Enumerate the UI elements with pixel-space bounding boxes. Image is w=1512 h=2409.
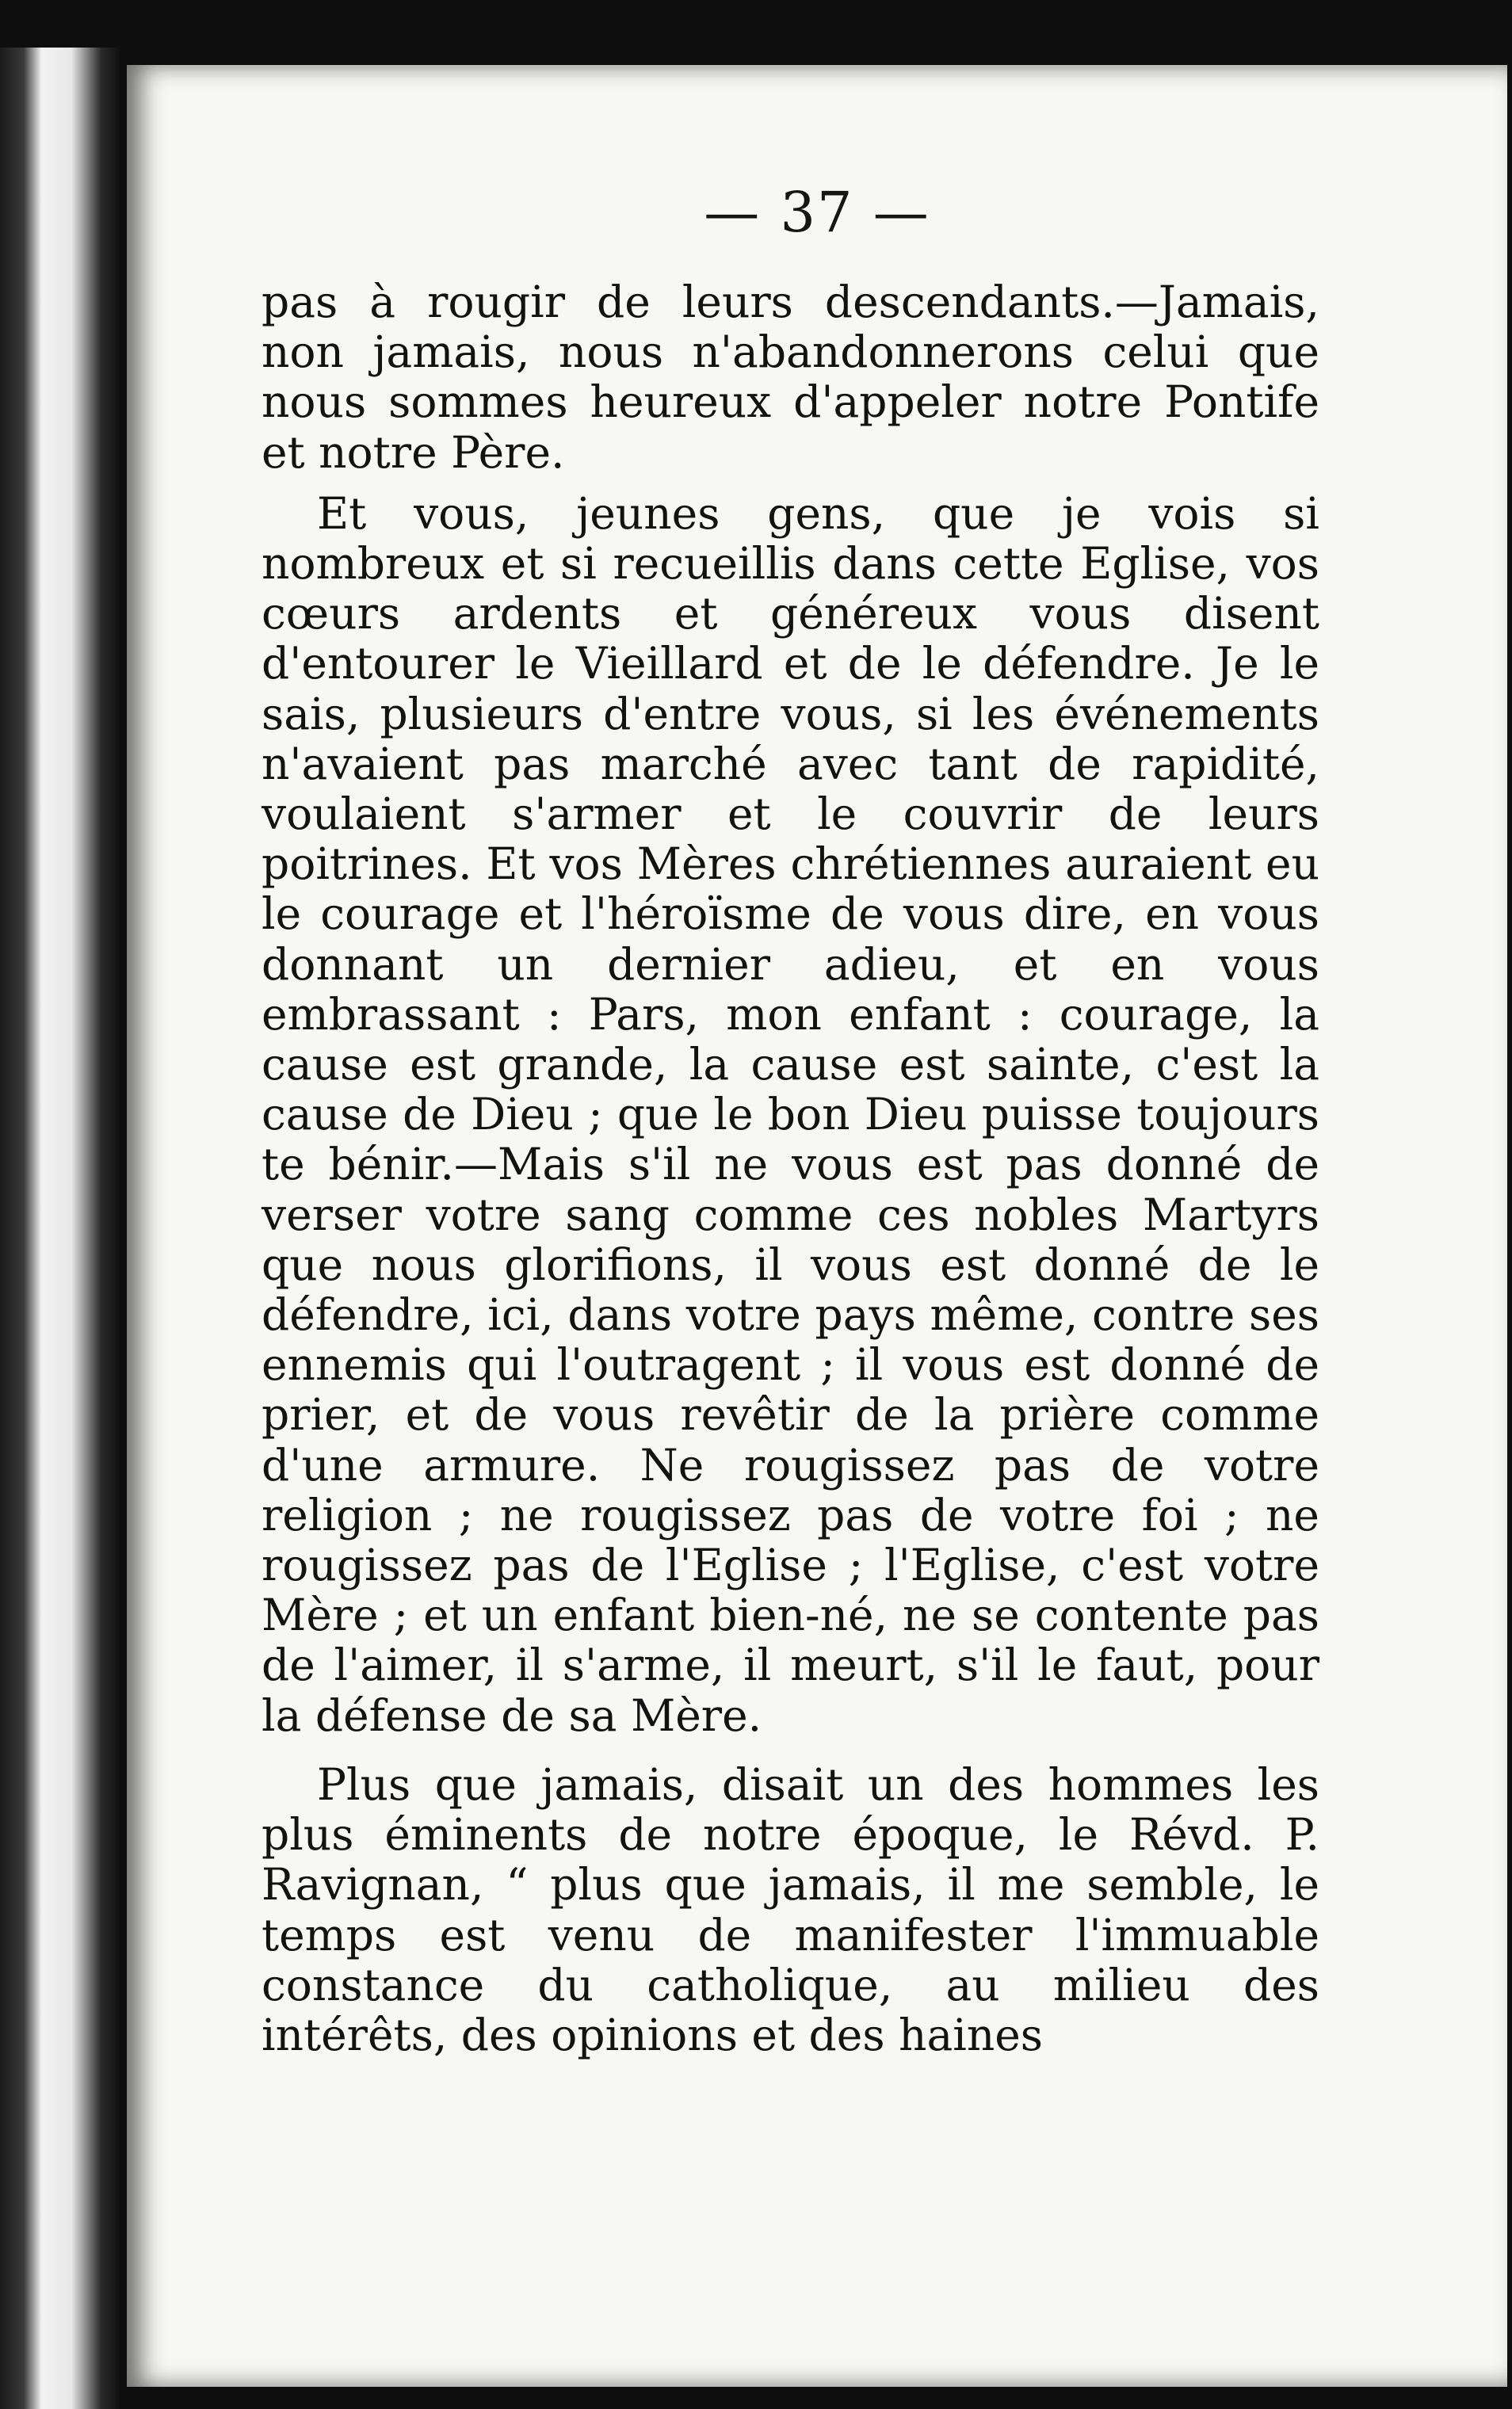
paragraph-3: Plus que jamais, disait un des hommes les plus éminents de notre époque, le Révd. P. Ravignan, “ plus que jamais, il me semble, le temps est venu de manifester l'immuable constance du catholique, au milieu des intérêts, des opinions et des haines <box>262 1758 1319 2060</box>
book-page <box>127 65 1507 2387</box>
paragraph-2: Et vous, jeunes gens, que je vois si nombreux et si recueillis dans cette Eglise, vos cœurs ardents et généreux vous disent d'entourer le Vieillard et de le défendre. Je le sais, plusieurs d'entre vous, si les événements n'avaient pas marché avec tant de rapidité, voulaient s'armer et le couvrir de leurs poitrines. Et vos Mères chrétiennes auraient eu le courage et l'héroïsme de vous dire, en vous donnant un dernier adieu, et en vous embrassant : Pars, mon enfant : courage, la cause est grande, la cause est sainte, c'est la cause de Dieu ; que le bon Dieu puisse toujours te bénir.—Mais s'il ne vous est pas donné de verser votre sang comme ces nobles Martyrs que nous glorifions, il vous est donné de le défendre, ici, dans votre pays même, contre ses ennemis qui l'outragent ; il vous est donné de prier, et de vous revêtir de la prière comme d'une armure. Ne rougissez pas de votre religion ; ne rougissez pas de votre foi ; ne rougissez pas de l'Eglise ; l'Eglise, c'est votre Mère ; et un enfant bien-né, ne se contente pas de l'aimer, il s'arme, il meurt, s'il le faut, pour la défense de sa Mère. <box>262 487 1319 1741</box>
paragraph-1: pas à rougir de leurs descendants.—Jamais, non jamais, nous n'abandonnerons celui que nous sommes heureux d'appeler notre Pontife et notre Père. <box>262 277 1319 478</box>
page-number: — 37 — <box>704 180 930 245</box>
page-text <box>262 277 1319 2060</box>
book-spine-edge <box>0 48 119 2409</box>
